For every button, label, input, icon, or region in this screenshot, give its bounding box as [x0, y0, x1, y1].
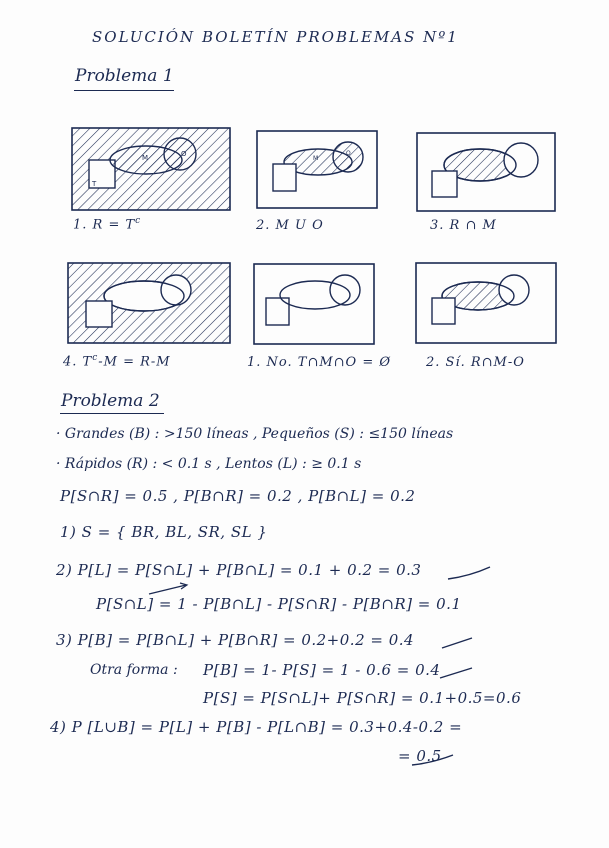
- answer-1: 1) S = { BR, BL, SR, SL }: [60, 523, 268, 541]
- answer-4-line-2: = 0.5: [398, 747, 442, 765]
- problema-2-heading: Problema 2: [61, 391, 160, 411]
- page-title: SOLUCIÓN BOLETÍN PROBLEMAS Nº1: [92, 28, 459, 46]
- svg-text:M: M: [313, 155, 319, 162]
- answer-3-line-1: 3) P[B] = P[B∩L] + P[B∩R] = 0.2+0.2 = 0.4: [56, 631, 415, 649]
- label-o: O: [181, 150, 187, 158]
- answer-3-line-2: P[B] = 1- P[S] = 1 - 0.6 = 0.4: [203, 661, 441, 679]
- answer-4-line-1: 4) P [L∪B] = P[L] + P[B] - P[L∩B] = 0.3+0.4-0.2 =: [50, 718, 463, 736]
- label-t: T: [92, 180, 97, 188]
- answer-2-line-2: P[S∩L] = 1 - P[B∩L] - P[S∩R] - P[B∩R] = 0.1: [96, 595, 462, 613]
- label-m: M: [142, 154, 149, 162]
- answer-3-alt-label: Otra forma :: [90, 662, 178, 678]
- definition-speed: · Rápidos (R) : < 0.1 s , Lentos (L) : ≥ 0.1 s: [56, 456, 362, 472]
- caption-4: 4. $T^c-M = R-M$: [63, 353, 171, 370]
- answer-3-line-3: P[S] = P[S∩L]+ P[S∩R] = 0.1+0.5=0.6: [203, 689, 522, 707]
- caption-6: 2. Sí. R∩M-O: [426, 355, 525, 370]
- problema-1-heading: Problema 1: [75, 66, 174, 86]
- given-probabilities: P[S∩R] = 0.5 , P[B∩R] = 0.2 , P[B∩L] = 0.2: [60, 487, 416, 505]
- caption-2: 2. M U O: [256, 218, 324, 233]
- caption-1: 1. $R = T^c$: [73, 216, 142, 233]
- caption-3: 3. R ∩ M: [430, 218, 497, 233]
- svg-text:O: O: [346, 150, 351, 157]
- caption-5: 1. No. T∩M∩O = Ø: [247, 355, 392, 370]
- definition-size: · Grandes (B) : >150 líneas , Pequeños (S) : ≤150 líneas: [56, 426, 454, 442]
- answer-2-line-1: 2) P[L] = P[S∩L] + P[B∩L] = 0.1 + 0.2 = 0.3: [56, 561, 422, 579]
